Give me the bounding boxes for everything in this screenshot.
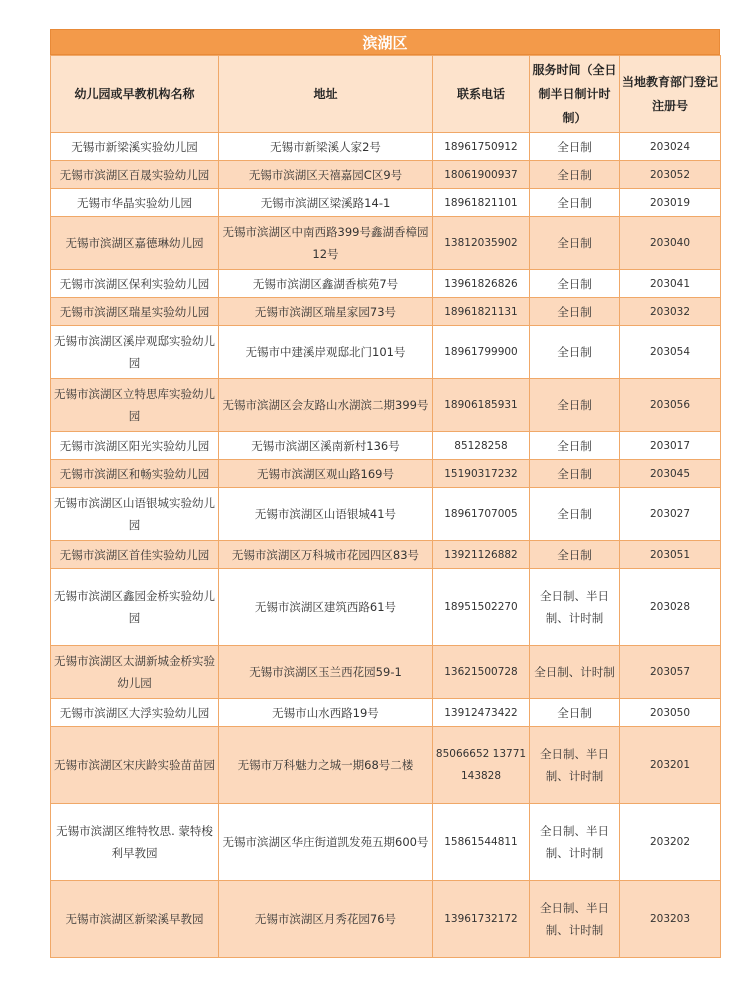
cell-phone: 18961821131	[433, 298, 530, 326]
table-row	[51, 881, 721, 958]
table-row	[51, 569, 721, 646]
cell-address: 无锡市中建溪岸观邸北门101号	[219, 326, 433, 379]
cell-reg: 203052	[620, 161, 721, 189]
header-name: 幼儿园或早教机构名称	[51, 56, 219, 133]
cell-name: 无锡市滨湖区新梁溪早教园	[51, 881, 219, 958]
cell-service: 全日制	[530, 326, 620, 379]
header-service: 服务时间（全日制半日制计时制）	[530, 56, 620, 133]
cell-phone: 18061900937	[433, 161, 530, 189]
cell-reg: 203045	[620, 460, 721, 488]
cell-phone: 13961826826	[433, 270, 530, 298]
cell-reg: 203024	[620, 133, 721, 161]
cell-address: 无锡市山水西路19号	[219, 699, 433, 727]
header-address: 地址	[219, 56, 433, 133]
cell-service: 全日制	[530, 488, 620, 541]
cell-name: 无锡市滨湖区溪岸观邸实验幼儿园	[51, 326, 219, 379]
cell-service: 全日制	[530, 189, 620, 217]
cell-reg: 203027	[620, 488, 721, 541]
cell-name: 无锡市滨湖区嘉德琳幼儿园	[51, 217, 219, 270]
table-row	[51, 646, 721, 699]
table-row	[51, 541, 721, 569]
cell-name: 无锡市滨湖区阳光实验幼儿园	[51, 432, 219, 460]
cell-service: 全日制、半日制、计时制	[530, 804, 620, 881]
cell-reg: 203041	[620, 270, 721, 298]
cell-reg: 203050	[620, 699, 721, 727]
cell-name: 无锡市滨湖区保利实验幼儿园	[51, 270, 219, 298]
cell-address: 无锡市滨湖区建筑西路61号	[219, 569, 433, 646]
header-reg: 当地教育部门登记注册号	[620, 56, 721, 133]
cell-reg: 203201	[620, 727, 721, 804]
cell-phone: 18906185931	[433, 379, 530, 432]
table-row	[51, 133, 721, 161]
cell-phone: 85128258	[433, 432, 530, 460]
cell-service: 全日制	[530, 432, 620, 460]
cell-phone: 13912473422	[433, 699, 530, 727]
cell-name: 无锡市滨湖区立特思库实验幼儿园	[51, 379, 219, 432]
cell-reg: 203032	[620, 298, 721, 326]
cell-name: 无锡市滨湖区大浮实验幼儿园	[51, 699, 219, 727]
cell-reg: 203202	[620, 804, 721, 881]
table-row	[51, 189, 721, 217]
cell-phone: 85066652 13771143828	[433, 727, 530, 804]
cell-address: 无锡市滨湖区观山路169号	[219, 460, 433, 488]
table-row	[51, 298, 721, 326]
table-row	[51, 488, 721, 541]
kindergarten-table	[50, 55, 721, 958]
cell-phone: 18961750912	[433, 133, 530, 161]
cell-address: 无锡市滨湖区溪南新村136号	[219, 432, 433, 460]
table-row	[51, 379, 721, 432]
kindergarten-list	[50, 29, 720, 958]
cell-name: 无锡市滨湖区太湖新城金桥实验幼儿园	[51, 646, 219, 699]
cell-service: 全日制、半日制、计时制	[530, 881, 620, 958]
table-row	[51, 161, 721, 189]
cell-service: 全日制	[530, 460, 620, 488]
cell-name: 无锡市滨湖区瑞星实验幼儿园	[51, 298, 219, 326]
cell-name: 无锡市滨湖区和畅实验幼儿园	[51, 460, 219, 488]
cell-address: 无锡市滨湖区鑫湖香槟苑7号	[219, 270, 433, 298]
cell-phone: 15190317232	[433, 460, 530, 488]
cell-name: 无锡市滨湖区首佳实验幼儿园	[51, 541, 219, 569]
cell-name: 无锡市华晶实验幼儿园	[51, 189, 219, 217]
cell-reg: 203054	[620, 326, 721, 379]
cell-phone: 18961799900	[433, 326, 530, 379]
cell-reg: 203056	[620, 379, 721, 432]
cell-name: 无锡市滨湖区山语银城实验幼儿园	[51, 488, 219, 541]
cell-phone: 13921126882	[433, 541, 530, 569]
cell-service: 全日制	[530, 541, 620, 569]
header-phone: 联系电话	[433, 56, 530, 133]
table-row	[51, 326, 721, 379]
cell-address: 无锡市滨湖区山语银城41号	[219, 488, 433, 541]
header-row	[51, 56, 721, 133]
cell-name: 无锡市滨湖区宋庆龄实验苗苗园	[51, 727, 219, 804]
cell-address: 无锡市滨湖区玉兰西花园59-1	[219, 646, 433, 699]
cell-address: 无锡市新梁溪人家2号	[219, 133, 433, 161]
table-row	[51, 432, 721, 460]
table-row	[51, 217, 721, 270]
table-row	[51, 699, 721, 727]
table-row	[51, 727, 721, 804]
district-title: 滨湖区	[50, 29, 720, 55]
cell-phone: 18961707005	[433, 488, 530, 541]
cell-phone: 18961821101	[433, 189, 530, 217]
cell-service: 全日制	[530, 161, 620, 189]
cell-reg: 203203	[620, 881, 721, 958]
cell-reg: 203019	[620, 189, 721, 217]
cell-phone: 13621500728	[433, 646, 530, 699]
cell-reg: 203017	[620, 432, 721, 460]
cell-service: 全日制	[530, 133, 620, 161]
cell-address: 无锡市万科魅力之城一期68号二楼	[219, 727, 433, 804]
cell-reg: 203040	[620, 217, 721, 270]
cell-reg: 203028	[620, 569, 721, 646]
table-row	[51, 804, 721, 881]
table-body	[51, 133, 721, 958]
cell-address: 无锡市滨湖区梁溪路14-1	[219, 189, 433, 217]
cell-name: 无锡市滨湖区百晟实验幼儿园	[51, 161, 219, 189]
cell-phone: 15861544811	[433, 804, 530, 881]
cell-service: 全日制、计时制	[530, 646, 620, 699]
cell-address: 无锡市滨湖区月秀花园76号	[219, 881, 433, 958]
cell-address: 无锡市滨湖区万科城市花园四区83号	[219, 541, 433, 569]
cell-phone: 18951502270	[433, 569, 530, 646]
cell-address: 无锡市滨湖区会友路山水湖滨二期399号	[219, 379, 433, 432]
cell-service: 全日制、半日制、计时制	[530, 727, 620, 804]
cell-phone: 13812035902	[433, 217, 530, 270]
cell-reg: 203051	[620, 541, 721, 569]
cell-address: 无锡市滨湖区中南西路399号鑫湖香樟园12号	[219, 217, 433, 270]
cell-service: 全日制	[530, 270, 620, 298]
cell-service: 全日制	[530, 699, 620, 727]
cell-address: 无锡市滨湖区瑞星家园73号	[219, 298, 433, 326]
cell-service: 全日制、半日制、计时制	[530, 569, 620, 646]
cell-phone: 13961732172	[433, 881, 530, 958]
cell-service: 全日制	[530, 298, 620, 326]
cell-service: 全日制	[530, 379, 620, 432]
cell-service: 全日制	[530, 217, 620, 270]
table-row	[51, 270, 721, 298]
cell-reg: 203057	[620, 646, 721, 699]
cell-name: 无锡市新梁溪实验幼儿园	[51, 133, 219, 161]
cell-name: 无锡市滨湖区维特牧思. 蒙特梭利早教园	[51, 804, 219, 881]
cell-name: 无锡市滨湖区鑫园金桥实验幼儿园	[51, 569, 219, 646]
cell-address: 无锡市滨湖区华庄街道凯发苑五期600号	[219, 804, 433, 881]
table-row	[51, 460, 721, 488]
cell-address: 无锡市滨湖区天禧嘉园C区9号	[219, 161, 433, 189]
